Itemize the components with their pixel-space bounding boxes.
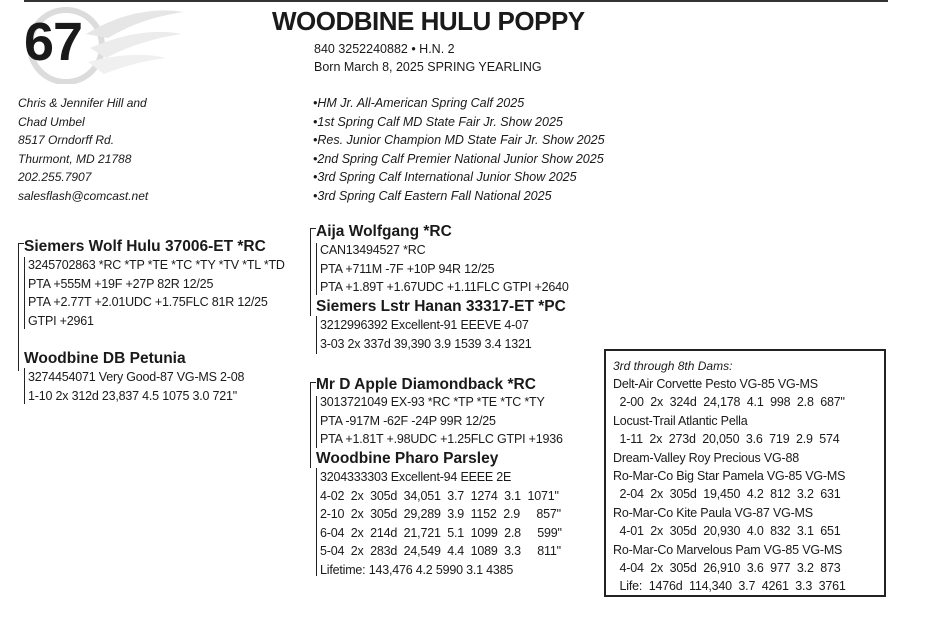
owner-email: salesflash@comcast.net	[18, 188, 149, 203]
dam-name: Woodbine DB Petunia	[24, 350, 186, 367]
awards-list	[313, 94, 605, 205]
dam-lifetime: Life: 1476d 114,340 3.7 4261 3.3 3761	[613, 579, 846, 594]
dam-dam-lifetime: Lifetime: 143,476 4.2 5990 3.1 4385	[320, 562, 514, 577]
dams-box-header: 3rd through 8th Dams:	[613, 359, 733, 373]
dam-dam-name: Woodbine Pharo Parsley	[316, 450, 499, 467]
dam-record: 2-04 2x 305d 19,450 4.2 812 3.2 631	[613, 487, 841, 502]
sire-sire-details	[320, 241, 569, 297]
dam-entry: Locust-Trail Atlantic Pella	[613, 413, 748, 428]
dam-details	[28, 368, 244, 405]
dam-line: 3274454071 Very Good-87 VG-MS 2-08	[28, 370, 245, 384]
dam-entry: Dream-Valley Roy Precious VG-88	[613, 450, 799, 465]
award-item: •1st Spring Calf MD State Fair Jr. Show 2025	[313, 114, 563, 129]
bracket	[24, 368, 25, 404]
dam-dam-line: 6-04 2x 214d 21,721 5.1 1099 2.8 599"	[320, 525, 562, 540]
bracket	[316, 468, 317, 576]
owner-line: 8517 Orndorff Rd.	[18, 133, 115, 147]
award-item: •Res. Junior Champion MD State Fair Jr. Show 2025	[313, 133, 605, 147]
sire-details	[28, 256, 285, 330]
bracket	[310, 228, 311, 316]
dam-sire-line: 3013721049 EX-93 *RC *TP *TE *TC *TY	[320, 395, 545, 409]
sire-line: PTA +2.77T +2.01UDC +1.75FLC 81R 12/25	[28, 295, 268, 309]
dam-entry: Delt-Air Corvette Pesto VG-85 VG-MS	[613, 377, 818, 391]
dam-record: 1-11 2x 273d 20,050 3.6 719 2.9 574	[613, 432, 840, 447]
dam-dam-line: 2-10 2x 305d 29,289 3.9 1152 2.9 857"	[320, 507, 561, 521]
sire-line: GTPI +2961	[28, 313, 94, 328]
owner-line: Chris & Jennifer Hill and	[18, 96, 147, 110]
owner-line: Thurmont, MD 21788	[18, 151, 132, 166]
sire-dam-line: 3-03 2x 337d 39,390 3.9 1539 3.4 1321	[320, 336, 532, 351]
dam-dam-line: 5-04 2x 283d 24,549 4.4 1089 3.3 811"	[320, 544, 561, 558]
sire-name: Siemers Wolf Hulu 37006-ET *RC	[24, 238, 266, 255]
award-item: •2nd Spring Calf Premier National Junior Show 2025	[313, 151, 604, 166]
owner-info	[18, 94, 148, 205]
sire-sire-line: CAN13494527 *RC	[320, 243, 426, 257]
sire-sire-line: PTA +1.89T +1.67UDC +1.11FLC GTPI +2640	[320, 280, 569, 294]
bracket	[316, 316, 317, 354]
animal-name: WOODBINE HULU POPPY	[272, 6, 585, 36]
dam-entry: Ro-Mar-Co Big Star Pamela VG-85 VG-MS	[613, 469, 846, 484]
born-line: Born March 8, 2025 SPRING YEARLING	[314, 60, 542, 74]
sire-dam-name: Siemers Lstr Hanan 33317-ET *PC	[316, 298, 566, 315]
dam-record: 2-00 2x 324d 24,178 4.1 998 2.8 687"	[613, 395, 845, 410]
sire-line: PTA +555M +19F +27P 82R 12/25	[28, 276, 214, 291]
sire-sire-line: PTA +711M -7F +10P 94R 12/25	[320, 261, 495, 276]
dam-sire-details	[320, 393, 563, 449]
dam-sire-name: Mr D Apple Diamondback *RC	[316, 376, 536, 393]
sire-line: 3245702863 *RC *TP *TE *TC *TY *TV *TL *TD	[28, 258, 285, 272]
registration-line: 840 3252240882 • H.N. 2	[314, 42, 455, 56]
top-rule	[24, 0, 888, 2]
lot-number: 67	[24, 12, 83, 72]
bracket	[316, 243, 317, 295]
sire-dam-line: 3212996392 Excellent-91 EEEVE 4-07	[320, 318, 529, 332]
owner-line: 202.255.7907	[18, 170, 92, 184]
bracket	[18, 243, 19, 371]
award-item: •HM Jr. All-American Spring Calf 2025	[313, 96, 525, 110]
dam-record: 4-04 2x 305d 26,910 3.6 977 3.2 873	[613, 561, 841, 576]
award-item: •3rd Spring Calf International Junior Show 2025	[313, 170, 577, 184]
bracket	[316, 396, 317, 448]
dam-sire-line: PTA -917M -62F -24P 99R 12/25	[320, 413, 496, 428]
sire-dam-details	[320, 316, 532, 353]
bracket	[24, 257, 25, 329]
award-item: •3rd Spring Calf Eastern Fall National 2025	[313, 188, 552, 203]
sire-sire-name: Aija Wolfgang *RC	[316, 223, 452, 240]
dam-sire-line: PTA +1.81T +.98UDC +1.25FLC GTPI +1936	[320, 432, 563, 446]
extended-dams-box	[604, 349, 886, 597]
dam-dam-line: 3204333303 Excellent-94 EEEE 2E	[320, 470, 512, 484]
owner-line: Chad Umbel	[18, 114, 85, 129]
dam-line: 1-10 2x 312d 23,837 4.5 1075 3.0 721"	[28, 388, 238, 403]
dam-entry: Ro-Mar-Co Marvelous Pam VG-85 VG-MS	[613, 542, 843, 557]
dam-dam-details	[320, 468, 562, 579]
dam-record: 4-01 2x 305d 20,930 4.0 832 3.1 651	[613, 524, 841, 539]
dam-entry: Ro-Mar-Co Kite Paula VG-87 VG-MS	[613, 505, 813, 520]
bracket	[310, 382, 311, 468]
dam-dam-line: 4-02 2x 305d 34,051 3.7 1274 3.1 1071"	[320, 488, 559, 503]
